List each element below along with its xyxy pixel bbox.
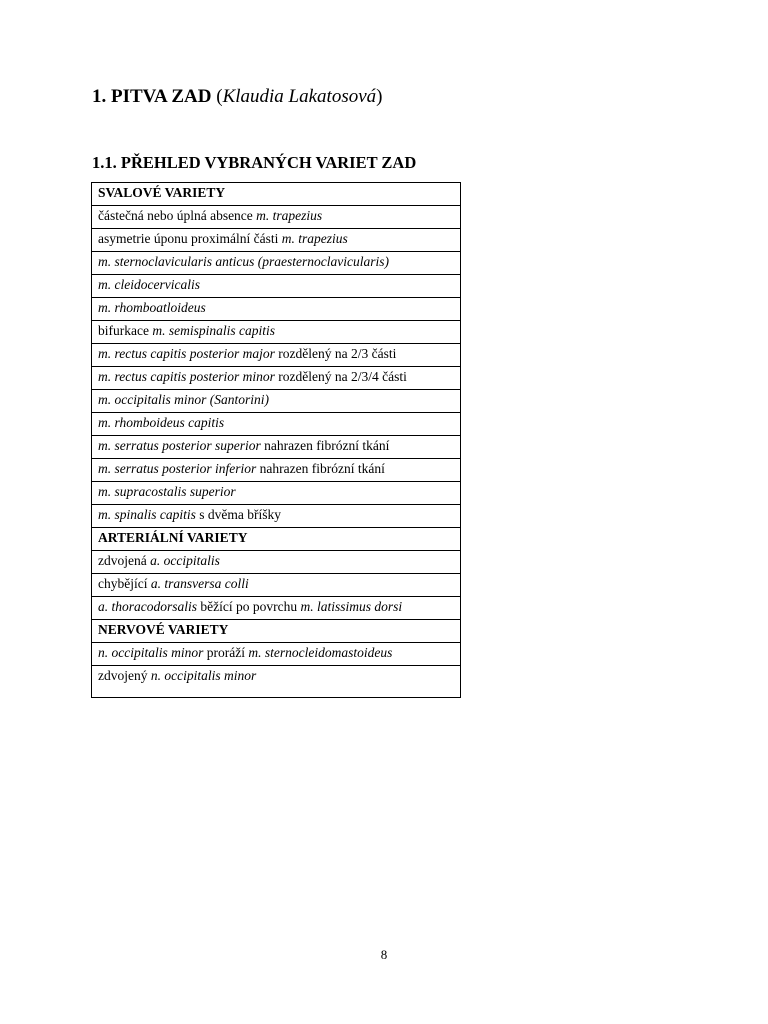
cell-text: chybějící	[98, 576, 151, 591]
cell-text-italic: m. latissimus dorsi	[300, 599, 403, 614]
cell-text-italic: m. cleidocervicalis	[98, 277, 200, 292]
title-author: Klaudia Lakatosová	[222, 86, 377, 107]
table-section-header	[92, 183, 461, 206]
table-cell	[92, 344, 461, 367]
cell-text-italic: m. sternocleidomastoideus	[248, 645, 393, 660]
cell-text: rozdělený na 2/3/4 části	[274, 369, 407, 384]
cell-text: nahrazen fibrózní tkání	[260, 438, 390, 453]
cell-text: částečná nebo úplná absence	[98, 208, 257, 223]
table-cell	[92, 298, 461, 321]
cell-text-italic: m. supracostalis superior	[98, 484, 236, 499]
cell-text-italic: m. spinalis capitis	[98, 507, 196, 522]
table-row	[92, 551, 461, 574]
table-cell	[92, 367, 461, 390]
table-cell	[92, 620, 461, 643]
table-row	[92, 436, 461, 459]
cell-text: zdvojený	[98, 668, 151, 683]
page-number: 8	[380, 947, 388, 962]
table-row	[92, 275, 461, 298]
cell-text-italic: m. serratus posterior superior	[98, 438, 261, 453]
table-row	[92, 505, 461, 528]
table-section-header	[92, 620, 461, 643]
table-cell	[92, 436, 461, 459]
cell-text: NERVOVÉ VARIETY	[98, 622, 229, 637]
title-open-paren: (	[211, 86, 223, 107]
cell-text-italic: m. sternoclavicularis anticus (praesternoclavicularis)	[98, 254, 389, 269]
table-cell	[92, 597, 461, 620]
cell-text-italic: n. occipitalis minor	[98, 645, 204, 660]
varieties-table-body	[92, 183, 461, 698]
cell-text: asymetrie úponu proximální části	[98, 231, 282, 246]
table-cell	[92, 321, 461, 344]
cell-text-italic: m. rectus capitis posterior minor	[98, 369, 275, 384]
table-row	[92, 459, 461, 482]
page-title	[92, 86, 382, 108]
cell-text: SVALOVÉ VARIETY	[98, 185, 226, 200]
cell-text-italic: m. semispinalis capitis	[152, 323, 275, 338]
table-cell	[92, 275, 461, 298]
cell-text: běžící po povrchu	[197, 599, 301, 614]
table-row	[92, 321, 461, 344]
table-cell	[92, 413, 461, 436]
table-cell	[92, 482, 461, 505]
title-close-paren: )	[376, 86, 383, 107]
cell-text-italic: a. transversa colli	[150, 576, 249, 591]
cell-text-italic: m. rectus capitis posterior major	[98, 346, 275, 361]
table-row	[92, 574, 461, 597]
table-row	[92, 206, 461, 229]
cell-text: zdvojená	[98, 553, 151, 568]
title-number: 1. PITVA ZAD	[92, 86, 212, 107]
table-row	[92, 482, 461, 505]
table-row	[92, 367, 461, 390]
table-cell	[92, 183, 461, 206]
cell-text: nahrazen fibrózní tkání	[256, 461, 385, 476]
table-cell	[92, 229, 461, 252]
table-cell	[92, 528, 461, 551]
table-cell	[92, 551, 461, 574]
varieties-table	[91, 182, 461, 698]
section-title: 1.1. PŘEHLED VYBRANÝCH VARIET ZAD	[92, 153, 417, 172]
table-cell	[92, 252, 461, 275]
table-row	[92, 390, 461, 413]
table-row	[92, 666, 461, 698]
table-cell	[92, 666, 461, 698]
cell-text-italic: m. rhomboatloideus	[98, 300, 206, 315]
table-cell	[92, 390, 461, 413]
cell-text-italic: m. trapezius	[256, 208, 323, 223]
cell-text: ARTERIÁLNÍ VARIETY	[98, 530, 248, 545]
cell-text-italic: m. serratus posterior inferior	[98, 461, 257, 476]
table-row	[92, 298, 461, 321]
table-row	[92, 597, 461, 620]
cell-text-italic: m. rhomboideus capitis	[98, 415, 225, 430]
cell-text-italic: m. trapezius	[281, 231, 348, 246]
table-row	[92, 643, 461, 666]
table-row	[92, 229, 461, 252]
cell-text: bifurkace	[98, 323, 153, 338]
table-cell	[92, 206, 461, 229]
cell-text-italic: m. occipitalis minor (Santorini)	[98, 392, 269, 407]
table-cell	[92, 459, 461, 482]
cell-text-italic: a. occipitalis	[150, 553, 220, 568]
cell-text: proráží	[203, 645, 249, 660]
table-cell	[92, 643, 461, 666]
cell-text-italic: a. thoracodorsalis	[98, 599, 198, 614]
cell-text: rozdělený na 2/3 části	[274, 346, 397, 361]
table-row	[92, 344, 461, 367]
cell-text: s dvěma bříšky	[195, 507, 282, 522]
table-cell	[92, 574, 461, 597]
table-cell	[92, 505, 461, 528]
table-section-header	[92, 528, 461, 551]
cell-text-italic: n. occipitalis minor	[150, 668, 257, 683]
table-row	[92, 252, 461, 275]
table-row	[92, 413, 461, 436]
